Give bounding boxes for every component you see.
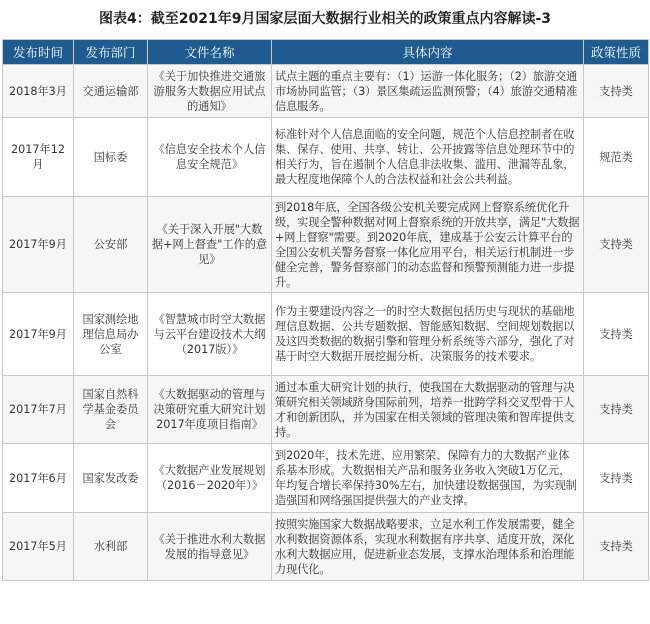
table-row (3, 513, 649, 581)
cell-content: 标准针对个人信息面临的安全问题，规范个人信息控制者在收集、保存、使用、共享、转让、公开披露等信息处理环节中的相关行为，旨在遏制个人信息非法收集、滥用、泄漏等乱象，最大程度地保障个人的合法权益和社会公共利益。 (272, 118, 584, 197)
policy-table (2, 39, 649, 581)
chart-title: 图表4：截至2021年9月国家层面大数据行业相关的政策重点内容解读-3 (99, 11, 551, 27)
cell-content: 作为主要建设内容之一的时空大数据包括历史与现状的基础地理信息数据、公共专题数据、智能感知数据、空间规划数据以及这四类数据的数据引擎和管理分析系统等六部分，强化了对基于时空大数据开展挖掘分析、决策服务的技术要求。 (272, 293, 584, 376)
cell-doc: 《大数据产业发展规划（2016－2020年）》 (148, 444, 272, 513)
cell-doc: 《关于深入开展"大数据+网上督查"工作的意见》 (148, 197, 272, 293)
cell-date: 2017年5月 (3, 513, 74, 581)
header-type: 政策性质 (584, 40, 649, 65)
cell-content: 按照实施国家大数据战略要求，立足水利工作发展需要，健全水利数据资源体系，实现水利数据有序共享、适度开放，深化水利大数据应用，促进新业态发展，支撑水治理体系和治理能力现代化。 (272, 513, 584, 581)
cell-content: 试点主题的重点主要有：（1）运游一体化服务；（2）旅游交通市场协同监管；（3）景区集疏运监测预警；（4）旅游交通精准信息服务。 (272, 65, 584, 118)
cell-date: 2017年9月 (3, 293, 74, 376)
cell-type: 支持类 (584, 376, 649, 444)
header-doc: 文件名称 (148, 40, 272, 65)
header-row (3, 40, 649, 65)
cell-date: 2017年12月 (3, 118, 74, 197)
cell-type: 支持类 (584, 444, 649, 513)
table-row (3, 118, 649, 197)
cell-doc: 《关于推进水利大数据发展的指导意见》 (148, 513, 272, 581)
header-date: 发布时间 (3, 40, 74, 65)
header-dept: 发布部门 (74, 40, 148, 65)
cell-date: 2017年9月 (3, 197, 74, 293)
table-row (3, 197, 649, 293)
cell-type: 支持类 (584, 513, 649, 581)
cell-type: 规范类 (584, 118, 649, 197)
cell-dept: 国标委 (74, 118, 148, 197)
cell-doc: 《大数据驱动的管理与决策研究重大研究计划2017年度项目指南》 (148, 376, 272, 444)
cell-content: 到2018年底，全国各级公安机关要完成网上督察系统优化升级，实现全警种数据对网上督察系统的开放共享，满足"大数据+网上督察"需要。到2020年底，建成基于公安云计算平台的全国公安机关警务督察一体化应用平台，相关运行机制进一步健全完善，警务督察部门的动态监督和预警预测能力进一步提升。 (272, 197, 584, 293)
cell-date: 2017年7月 (3, 376, 74, 444)
cell-type: 支持类 (584, 65, 649, 118)
cell-type: 支持类 (584, 293, 649, 376)
table-row (3, 444, 649, 513)
cell-type: 支持类 (584, 197, 649, 293)
cell-dept: 交通运输部 (74, 65, 148, 118)
cell-doc: 《智慧城市时空大数据与云平台建设技术大纲（2017版）》 (148, 293, 272, 376)
cell-doc: 《信息安全技术个人信息安全规范》 (148, 118, 272, 197)
cell-dept: 国家发改委 (74, 444, 148, 513)
table-row (3, 293, 649, 376)
cell-date: 2017年6月 (3, 444, 74, 513)
cell-date: 2018年3月 (3, 65, 74, 118)
cell-dept: 国家测绘地理信息局办公室 (74, 293, 148, 376)
cell-content: 通过本重大研究计划的执行，使我国在大数据驱动的管理与决策研究相关领域跻身国际前列，培养一批跨学科交叉型骨干人才和创新团队，并为国家在相关领域的管理决策和智库提供支持。 (272, 376, 584, 444)
table-row (3, 65, 649, 118)
header-content: 具体内容 (272, 40, 584, 65)
cell-dept: 公安部 (74, 197, 148, 293)
cell-dept: 水利部 (74, 513, 148, 581)
cell-content: 到2020年，技术先进、应用繁荣、保障有力的大数据产业体系基本形成。大数据相关产品和服务业务收入突破1万亿元，年均复合增长率保持30%左右，加快建设数据强国，为实现制造强国和网络强国提供强大的产业支撑。 (272, 444, 584, 513)
cell-doc: 《关于加快推进交通旅游服务大数据应用试点的通知》 (148, 65, 272, 118)
table-row (3, 376, 649, 444)
cell-dept: 国家自然科学基金委员会 (74, 376, 148, 444)
